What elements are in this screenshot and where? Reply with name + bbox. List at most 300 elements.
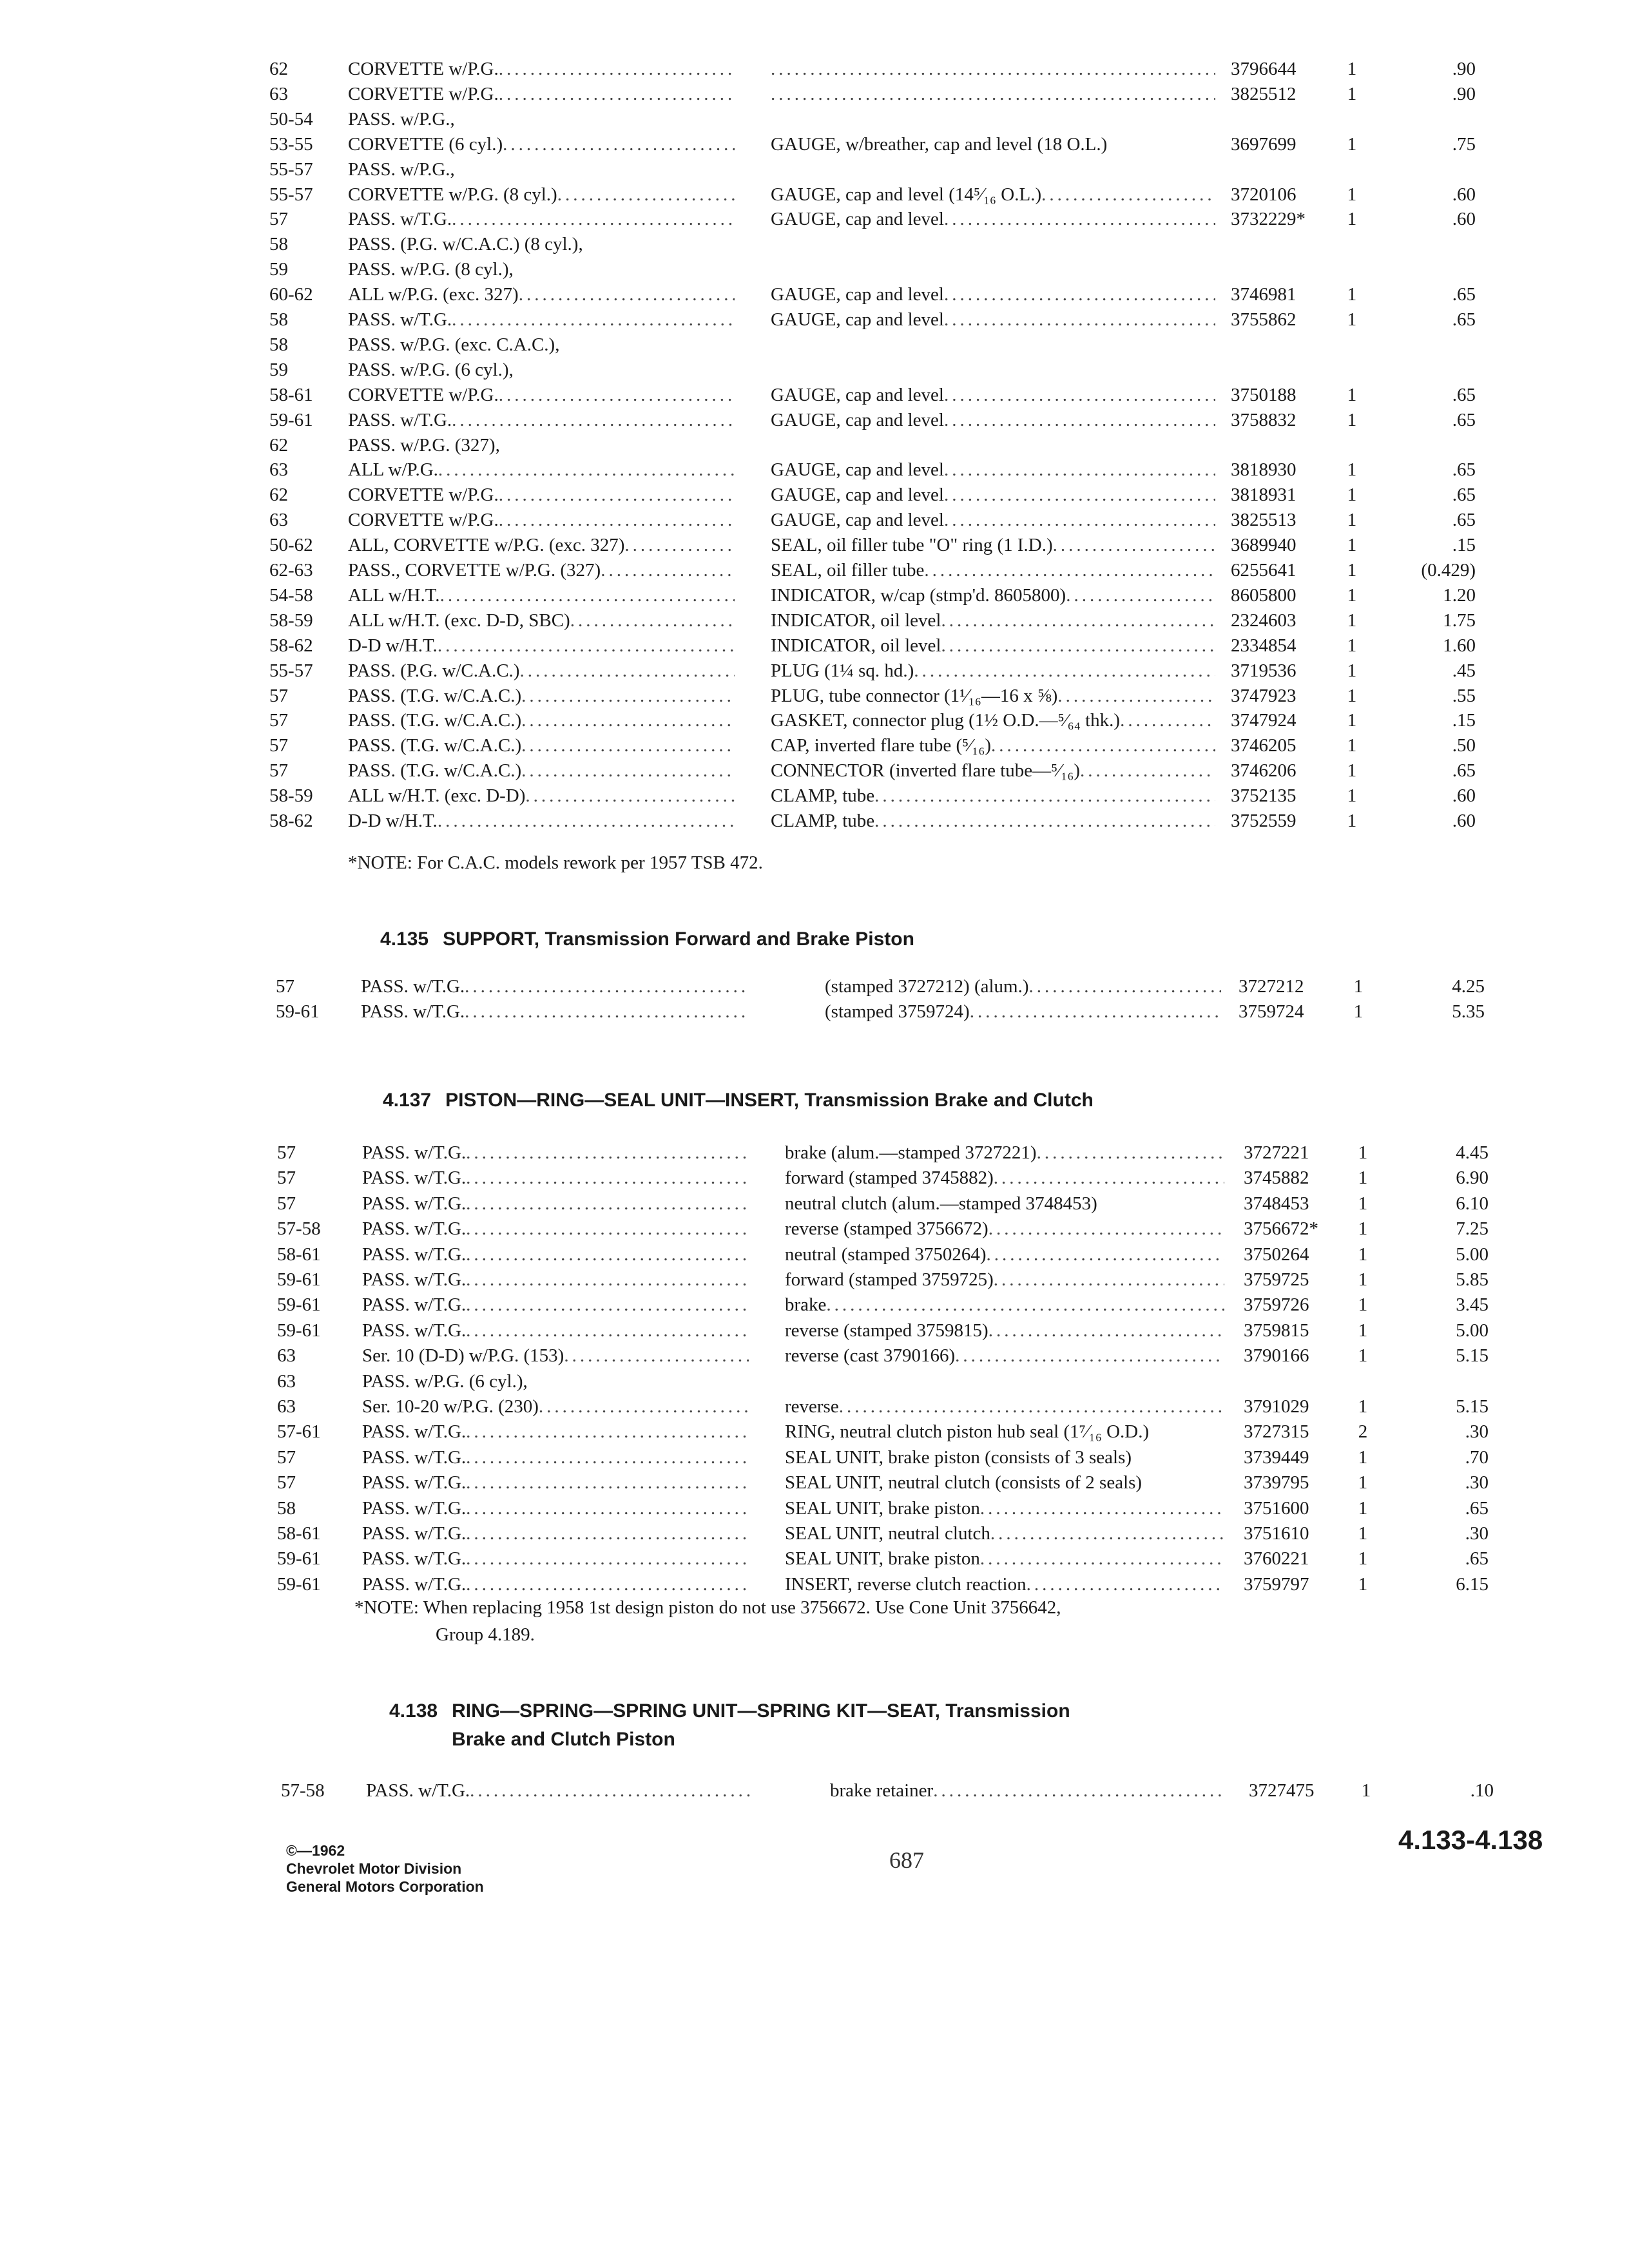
quantity: 1	[1347, 635, 1357, 656]
leader-dots	[466, 1521, 749, 1546]
price: .60	[1452, 811, 1476, 831]
model-years: 50-54	[269, 109, 313, 130]
table-row	[0, 1318, 1629, 1343]
part-number: 3759815	[1244, 1320, 1309, 1341]
part-number: 3759724	[1239, 1001, 1304, 1022]
quantity: 1	[1347, 485, 1357, 505]
part-cell	[785, 1293, 1224, 1317]
price: .65	[1452, 510, 1476, 530]
part-number: 3756672*	[1244, 1218, 1318, 1239]
quantity: 1	[1353, 976, 1364, 997]
part-cell	[771, 684, 1215, 708]
model-description: PASS. w/T.G.	[362, 1447, 467, 1468]
model-years: 57-58	[277, 1218, 321, 1239]
model-years: 62	[269, 485, 288, 505]
model-description: PASS. w/T.G.	[362, 1498, 467, 1519]
model-description: CORVETTE w/P.G.	[348, 84, 499, 104]
part-number: 3752559	[1231, 811, 1296, 831]
model-years: 55-57	[269, 184, 313, 205]
model-years: 58-61	[277, 1244, 321, 1265]
leader-dots	[980, 1546, 1224, 1571]
part-cell	[771, 658, 1215, 683]
leader-dots	[466, 1496, 749, 1521]
leader-dots	[452, 408, 735, 432]
model-cell	[348, 533, 735, 557]
model-years: 57	[277, 1472, 296, 1493]
quantity: 1	[1347, 811, 1357, 831]
part-cell	[785, 1521, 1224, 1546]
model-description: D-D w/H.T.	[348, 635, 438, 656]
model-cell	[362, 1394, 749, 1419]
model-cell	[348, 608, 735, 633]
quantity: 1	[1347, 309, 1357, 330]
model-years: 58	[269, 234, 288, 255]
model-description: CORVETTE w/P.G.	[348, 510, 499, 530]
leader-dots	[1037, 1140, 1224, 1165]
model-cell	[348, 658, 735, 683]
model-description: PASS. w/T.G.	[362, 1472, 467, 1493]
part-cell	[785, 1394, 1224, 1419]
division-line: Chevrolet Motor Division	[286, 1860, 462, 1877]
price: .65	[1452, 410, 1476, 430]
leader-dots	[986, 1242, 1224, 1267]
part-number: 3746981	[1231, 284, 1296, 305]
part-cell	[785, 1419, 1224, 1444]
model-description: PASS. (T.G. w/C.A.C.)	[348, 735, 522, 756]
model-description: PASS. w/P.G. (6 cyl.),	[362, 1371, 528, 1392]
quantity: 1	[1358, 1548, 1368, 1569]
model-description: D-D w/H.T.	[348, 811, 438, 831]
table-row	[0, 1140, 1629, 1165]
leader-dots	[466, 1267, 749, 1292]
model-description: PASS. w/T.G.	[362, 1523, 467, 1544]
part-description: SEAL UNIT, neutral clutch	[785, 1523, 990, 1544]
quantity: 1	[1358, 1498, 1368, 1519]
model-years: 59-61	[276, 1001, 320, 1022]
price: 5.85	[1456, 1269, 1489, 1290]
table-row	[0, 1572, 1629, 1597]
model-cell	[348, 583, 735, 608]
model-years: 59	[269, 259, 288, 280]
model-cell	[348, 82, 735, 106]
model-years: 57-61	[277, 1421, 321, 1442]
part-number: 3751610	[1244, 1523, 1309, 1544]
part-description: SEAL, oil filler tube	[771, 560, 925, 581]
leader-dots	[525, 783, 735, 808]
part-description: CAP, inverted flare tube (⁵⁄₁₆)	[771, 735, 991, 756]
part-description: forward (stamped 3745882)	[785, 1168, 994, 1188]
table-row	[0, 733, 1629, 758]
part-number: 8605800	[1231, 585, 1296, 606]
table-row	[0, 1293, 1629, 1317]
model-description: ALL w/H.T. (exc. D-D)	[348, 785, 526, 806]
model-years: 57	[277, 1142, 296, 1163]
quantity: 1	[1347, 710, 1357, 731]
part-description: reverse (cast 3790166)	[785, 1345, 956, 1366]
table-row	[0, 558, 1629, 582]
leader-dots	[557, 182, 735, 207]
price: 4.25	[1452, 976, 1485, 997]
quantity: 1	[1347, 660, 1357, 681]
table-row	[0, 533, 1629, 557]
part-cell	[785, 1166, 1224, 1190]
model-description: Ser. 10-20 w/P.G. (230)	[362, 1396, 539, 1417]
part-number: 3727212	[1239, 976, 1304, 997]
part-description: INDICATOR, oil level	[771, 635, 941, 656]
price: .65	[1452, 284, 1476, 305]
leader-dots	[933, 1778, 1226, 1803]
model-cell	[362, 1140, 749, 1165]
model-cell	[361, 999, 747, 1024]
price: .45	[1452, 660, 1476, 681]
table-row	[0, 633, 1629, 658]
model-years: 58-61	[269, 385, 313, 405]
price: .30	[1465, 1421, 1489, 1442]
quantity: 1	[1347, 459, 1357, 480]
quantity: 1	[1347, 535, 1357, 555]
model-cell	[362, 1419, 749, 1444]
part-description: INDICATOR, oil level	[771, 610, 941, 631]
footnote	[348, 849, 763, 876]
model-cell	[362, 1318, 749, 1343]
model-cell	[362, 1470, 749, 1495]
model-description: ALL w/H.T.	[348, 585, 440, 606]
table-row	[0, 57, 1629, 81]
part-cell	[771, 207, 1215, 231]
price: .10	[1470, 1780, 1494, 1801]
quantity: 1	[1347, 510, 1357, 530]
model-description: PASS. w/T.G.	[362, 1269, 467, 1290]
model-years: 57	[277, 1193, 296, 1214]
table-row	[0, 107, 1629, 131]
leader-dots	[499, 57, 735, 81]
footnote-line: *NOTE: For C.A.C. models rework per 1957 TSB 472.	[348, 852, 763, 873]
model-years: 58	[269, 309, 288, 330]
part-number: 3752135	[1231, 785, 1296, 806]
price: 5.15	[1456, 1396, 1489, 1417]
leader-dots	[988, 1318, 1224, 1343]
part-description: SEAL, oil filler tube "O" ring (1 I.D.)	[771, 535, 1053, 555]
part-number: 3825513	[1231, 510, 1296, 530]
copyright-block	[286, 1841, 484, 1896]
part-description: CLAMP, tube	[771, 811, 875, 831]
model-cell	[348, 508, 735, 532]
table-row	[0, 1242, 1629, 1267]
part-description: GAUGE, cap and level	[771, 459, 944, 480]
part-cell	[785, 1572, 1224, 1597]
quantity: 1	[1358, 1574, 1368, 1595]
price: .65	[1452, 760, 1476, 781]
part-cell	[785, 1343, 1224, 1368]
model-years: 59-61	[277, 1574, 321, 1595]
part-number: 3796644	[1231, 59, 1296, 79]
model-years: 57-58	[281, 1780, 325, 1801]
leader-dots	[944, 508, 1215, 532]
model-description: PASS. w/P.G.,	[348, 109, 455, 130]
part-number: 3748453	[1244, 1193, 1309, 1214]
quantity: 1	[1347, 686, 1357, 706]
section-number: 4.137	[383, 1090, 432, 1111]
quantity: 1	[1347, 134, 1357, 155]
model-years: 59-61	[269, 410, 313, 430]
part-description: CONNECTOR (inverted flare tube—⁵⁄₁₆)	[771, 760, 1081, 781]
price: .30	[1465, 1472, 1489, 1493]
part-number: 3818930	[1231, 459, 1296, 480]
model-cell	[348, 457, 735, 482]
table-row	[0, 1216, 1629, 1241]
page-number: 687	[889, 1847, 924, 1873]
leader-dots	[624, 533, 735, 557]
leader-dots	[499, 383, 735, 407]
part-number: 3720106	[1231, 184, 1296, 205]
leader-dots	[466, 1318, 749, 1343]
part-cell	[771, 132, 1215, 157]
leader-dots	[924, 558, 1215, 582]
model-description: PASS. w/T.G.	[362, 1574, 467, 1595]
quantity: 1	[1358, 1244, 1368, 1265]
leader-dots	[994, 1166, 1224, 1190]
price: .90	[1452, 59, 1476, 79]
part-description: INSERT, reverse clutch reaction	[785, 1574, 1027, 1595]
price: .70	[1465, 1447, 1489, 1468]
part-description: RING, neutral clutch piston hub seal (1⁷⁄₁₆ O.D.)	[785, 1421, 1150, 1442]
leader-dots	[521, 733, 735, 758]
copyright-line: ©—1962	[286, 1842, 345, 1859]
leader-dots	[503, 132, 735, 157]
model-years: 53-55	[269, 134, 313, 155]
price: .65	[1452, 485, 1476, 505]
part-number: 6255641	[1231, 560, 1296, 581]
leader-dots	[874, 809, 1215, 833]
price: .90	[1452, 84, 1476, 104]
leader-dots	[521, 758, 735, 783]
leader-dots	[874, 783, 1215, 808]
section-heading	[380, 925, 914, 954]
leader-dots	[1027, 1572, 1224, 1597]
price: .65	[1452, 309, 1476, 330]
model-description: PASS. w/T.G.	[366, 1780, 470, 1801]
part-number: 3759797	[1244, 1574, 1309, 1595]
part-description: GAUGE, cap and level	[771, 410, 944, 430]
part-number: 3790166	[1244, 1345, 1309, 1366]
price: 6.90	[1456, 1168, 1489, 1188]
part-cell	[771, 608, 1215, 633]
model-description: PASS. w/T.G.	[362, 1168, 467, 1188]
model-years: 63	[269, 510, 288, 530]
footnote	[354, 1594, 1061, 1648]
part-number: 3747924	[1231, 710, 1296, 731]
part-cell	[771, 457, 1215, 482]
model-description: PASS. w/T.G.	[362, 1548, 467, 1569]
model-years: 57	[276, 976, 294, 997]
price: .30	[1465, 1523, 1489, 1544]
part-number: 3755862	[1231, 309, 1296, 330]
table-row	[0, 974, 1629, 999]
model-cell	[362, 1572, 749, 1597]
model-cell	[348, 684, 735, 708]
leader-dots	[466, 1191, 749, 1216]
part-description: GAUGE, cap and level	[771, 385, 944, 405]
model-cell	[348, 132, 735, 157]
part-description: SEAL UNIT, brake piston	[785, 1548, 980, 1569]
part-description: CLAMP, tube	[771, 785, 875, 806]
model-description: PASS. w/T.G.	[362, 1244, 467, 1265]
price: 3.45	[1456, 1294, 1489, 1315]
table-row	[0, 207, 1629, 231]
leader-dots	[466, 1166, 749, 1190]
table-row	[0, 809, 1629, 833]
model-cell	[362, 1546, 749, 1571]
leader-dots	[519, 282, 735, 307]
model-description: PASS. w/P.G. (8 cyl.),	[348, 259, 514, 280]
table-row	[0, 1496, 1629, 1521]
table-row	[0, 483, 1629, 507]
model-years: 57	[269, 686, 288, 706]
model-description: PASS., CORVETTE w/P.G. (327)	[348, 560, 601, 581]
model-cell	[362, 1369, 749, 1394]
model-years: 62	[269, 59, 288, 79]
leader-dots	[438, 809, 735, 833]
leader-dots	[944, 307, 1215, 332]
leader-dots	[914, 658, 1215, 683]
model-cell	[348, 558, 735, 582]
part-cell	[771, 307, 1215, 332]
table-row	[0, 1470, 1629, 1495]
table-row	[0, 608, 1629, 633]
model-description: PASS. w/T.G.	[362, 1320, 467, 1341]
model-cell	[348, 433, 735, 457]
table-row	[0, 132, 1629, 157]
leader-dots	[466, 1546, 749, 1571]
part-number: 3697699	[1231, 134, 1296, 155]
table-row	[0, 332, 1629, 357]
model-cell	[348, 157, 735, 182]
model-cell	[362, 1166, 749, 1190]
price: .65	[1452, 385, 1476, 405]
part-number: 3759725	[1244, 1269, 1309, 1290]
leader-dots	[826, 1293, 1224, 1317]
model-cell	[362, 1191, 749, 1216]
part-cell	[785, 1140, 1224, 1165]
part-description: INDICATOR, w/cap (stmp'd. 8605800)	[771, 585, 1066, 606]
model-cell	[348, 257, 735, 282]
model-years: 58-61	[277, 1523, 321, 1544]
quantity: 1	[1347, 410, 1357, 430]
model-description: PASS. (T.G. w/C.A.C.)	[348, 710, 522, 731]
table-row	[0, 1419, 1629, 1444]
part-description: brake	[785, 1294, 827, 1315]
table-row	[0, 1343, 1629, 1368]
model-years: 63	[277, 1345, 296, 1366]
price: 1.20	[1443, 585, 1476, 606]
leader-dots	[944, 483, 1215, 507]
model-years: 57	[269, 760, 288, 781]
part-description: GAUGE, cap and level	[771, 209, 944, 229]
quantity: 1	[1347, 209, 1357, 229]
leader-dots	[941, 633, 1215, 658]
leader-dots	[990, 1521, 1224, 1546]
leader-dots	[521, 684, 735, 708]
part-number: 3825512	[1231, 84, 1296, 104]
model-cell	[348, 232, 735, 256]
model-description: PASS. (T.G. w/C.A.C.)	[348, 686, 522, 706]
price: .15	[1452, 710, 1476, 731]
model-cell	[348, 783, 735, 808]
quantity: 1	[1358, 1396, 1368, 1417]
part-description: SEAL UNIT, brake piston	[785, 1498, 980, 1519]
leader-dots	[466, 1445, 749, 1470]
model-years: 55-57	[269, 159, 313, 180]
model-description: CORVETTE w/P.G.	[348, 59, 499, 79]
part-description: reverse (stamped 3759815)	[785, 1320, 988, 1341]
part-cell	[785, 1318, 1224, 1343]
model-years: 62	[269, 435, 288, 456]
part-number: 3760221	[1244, 1548, 1309, 1569]
leader-dots	[499, 82, 735, 106]
part-cell	[771, 383, 1215, 407]
quantity: 1	[1358, 1142, 1368, 1163]
model-description: PASS. w/T.G.	[362, 1294, 467, 1315]
part-cell	[785, 1242, 1224, 1267]
model-cell	[348, 332, 735, 357]
table-row	[0, 1546, 1629, 1571]
part-description: forward (stamped 3759725)	[785, 1269, 994, 1290]
model-cell	[348, 307, 735, 332]
table-row	[0, 257, 1629, 282]
leader-dots	[465, 999, 747, 1024]
part-description: GAUGE, w/breather, cap and level (18 O.L.)	[771, 134, 1108, 155]
part-description: PLUG, tube connector (1¹⁄₁₆—16 x ⅝)	[771, 686, 1058, 706]
price: .60	[1452, 184, 1476, 205]
model-description: PASS. w/T.G.	[362, 1218, 467, 1239]
part-cell	[785, 1216, 1224, 1241]
part-number: 3750188	[1231, 385, 1296, 405]
part-description: GAUGE, cap and level (14⁵⁄₁₆ O.L.)	[771, 184, 1042, 205]
part-number: 3747923	[1231, 686, 1296, 706]
part-cell	[771, 633, 1215, 658]
model-cell	[348, 282, 735, 307]
part-cell	[771, 708, 1215, 733]
model-cell	[362, 1445, 749, 1470]
quantity: 1	[1347, 785, 1357, 806]
model-years: 54-58	[269, 585, 313, 606]
model-years: 63	[269, 84, 288, 104]
table-row	[0, 157, 1629, 182]
part-number: 3739449	[1244, 1447, 1309, 1468]
leader-dots	[1120, 708, 1215, 733]
part-cell	[785, 1470, 1224, 1495]
part-description: GAUGE, cap and level	[771, 309, 944, 330]
price: .55	[1452, 686, 1476, 706]
table-row	[0, 307, 1629, 332]
part-cell	[771, 82, 1215, 106]
part-number: 3745882	[1244, 1168, 1309, 1188]
part-description: brake (alum.—stamped 3727221)	[785, 1142, 1037, 1163]
model-years: 59-61	[277, 1294, 321, 1315]
leader-dots	[466, 1242, 749, 1267]
quantity: 1	[1347, 59, 1357, 79]
leader-dots	[519, 658, 735, 683]
leader-dots	[1080, 758, 1215, 783]
model-description: PASS. w/T.G.	[362, 1193, 467, 1214]
model-years: 58	[277, 1498, 296, 1519]
model-cell	[362, 1216, 749, 1241]
model-description: PASS. (P.G. w/C.A.C.)	[348, 660, 520, 681]
quantity: 1	[1358, 1345, 1368, 1366]
quantity: 1	[1353, 1001, 1364, 1022]
leader-dots	[499, 508, 735, 532]
part-cell	[785, 1546, 1224, 1571]
